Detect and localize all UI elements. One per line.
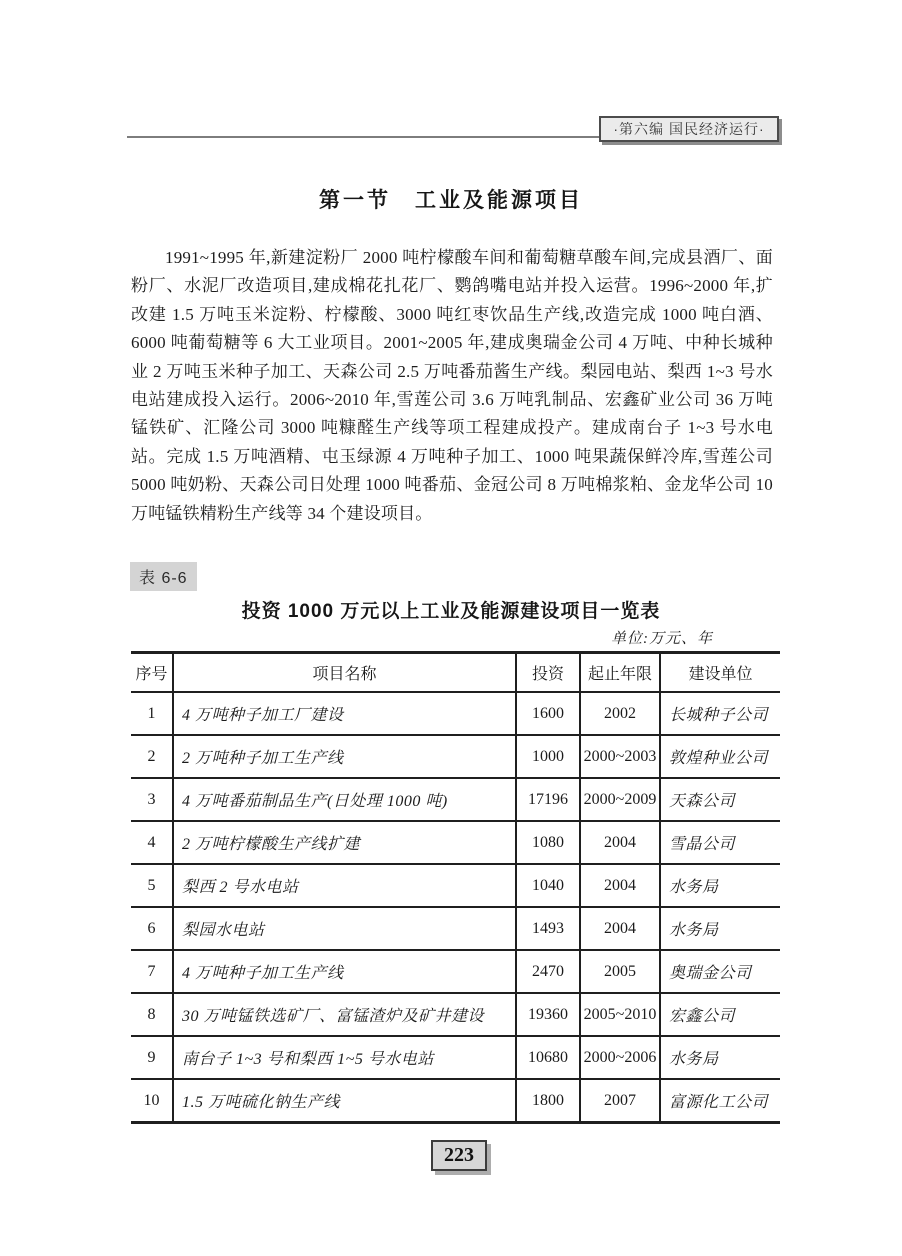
cell-investment: 1493	[516, 907, 580, 950]
page-number: 223	[431, 1140, 487, 1171]
cell-seq: 7	[131, 950, 173, 993]
header-rule	[127, 136, 600, 138]
table-title: 投资 1000 万元以上工业及能源建设项目一览表	[241, 601, 661, 622]
cell-builder: 长城种子公司	[660, 692, 780, 735]
table-row	[131, 735, 780, 778]
cell-seq: 3	[131, 778, 173, 821]
cell-builder: 富源化工公司	[660, 1079, 780, 1123]
projects-table	[131, 651, 780, 1124]
edition-header-label: ·第六编 国民经济运行·	[613, 121, 765, 137]
section-paragraph: 1991~1995 年,新建淀粉厂 2000 吨柠檬酸车间和葡萄糖草酸车间,完成县酒厂、面粉厂、水泥厂改造项目,建成棉花扎花厂、鹦鸽嘴电站并投入运营。1996~2000 年,扩改建 1.5 万吨玉米淀粉、柠檬酸、3000 吨红枣饮品生产线,改造完成 1000 吨白酒、6000 吨葡萄糖等 6 大工业项目。2001~2005 年,建成奥瑞金公司 4 万吨、中种长城种业 2 万吨玉米种子加工、天森公司 2.5 万吨番茄酱生产线。梨园电站、梨西 1~3 号水电站建成投入运行。2006~2010 年,雪莲公司 3.6 万吨乳制品、宏鑫矿业公司 36 万吨锰铁矿、汇隆公司 3000 吨糠醛生产线等项工程建成投产。建成南台子 1~3 号水电站。完成 1.5 万吨酒精、屯玉绿源 4 万吨种子加工、1000 吨果蔬保鲜冷库,雪莲公司 5000 吨奶粉、天森公司日处理 1000 吨番茄、金冠公司 8 万吨棉浆粕、金龙华公司 10 万吨锰铁精粉生产线等 34 个建设项目。	[131, 248, 773, 523]
cell-investment: 2470	[516, 950, 580, 993]
table-row	[131, 1036, 780, 1079]
table-label: 表 6-6	[130, 562, 197, 591]
cell-project: 1.5 万吨硫化钠生产线	[173, 1079, 516, 1123]
cell-seq: 2	[131, 735, 173, 778]
cell-builder: 奥瑞金公司	[660, 950, 780, 993]
cell-years: 2005	[580, 950, 660, 993]
header-project: 项目名称	[173, 653, 516, 693]
cell-project: 梨西 2 号水电站	[173, 864, 516, 907]
cell-project: 30 万吨锰铁选矿厂、富锰渣炉及矿井建设	[173, 993, 516, 1036]
cell-builder: 水务局	[660, 864, 780, 907]
cell-years: 2005~2010	[580, 993, 660, 1036]
section-title: 第一节 工业及能源项目	[319, 189, 583, 212]
cell-seq: 9	[131, 1036, 173, 1079]
cell-builder: 宏鑫公司	[660, 993, 780, 1036]
cell-builder: 天森公司	[660, 778, 780, 821]
cell-investment: 17196	[516, 778, 580, 821]
cell-project: 4 万吨种子加工厂建设	[173, 692, 516, 735]
cell-investment: 1800	[516, 1079, 580, 1123]
table-row	[131, 993, 780, 1036]
cell-years: 2004	[580, 864, 660, 907]
cell-project: 南台子 1~3 号和梨西 1~5 号水电站	[173, 1036, 516, 1079]
cell-seq: 1	[131, 692, 173, 735]
table-row	[131, 950, 780, 993]
header-seq: 序号	[131, 653, 173, 693]
table-header-row	[131, 653, 780, 693]
cell-seq: 4	[131, 821, 173, 864]
cell-project: 2 万吨柠檬酸生产线扩建	[173, 821, 516, 864]
cell-project: 4 万吨番茄制品生产(日处理 1000 吨)	[173, 778, 516, 821]
table-row	[131, 821, 780, 864]
cell-investment: 1000	[516, 735, 580, 778]
cell-investment: 1080	[516, 821, 580, 864]
cell-seq: 8	[131, 993, 173, 1036]
cell-investment: 1040	[516, 864, 580, 907]
table-row	[131, 907, 780, 950]
cell-years: 2000~2003	[580, 735, 660, 778]
cell-seq: 6	[131, 907, 173, 950]
header-builder: 建设单位	[660, 653, 780, 693]
cell-investment: 19360	[516, 993, 580, 1036]
cell-years: 2000~2006	[580, 1036, 660, 1079]
table-row	[131, 778, 780, 821]
table-row	[131, 864, 780, 907]
cell-investment: 10680	[516, 1036, 580, 1079]
cell-builder: 雪晶公司	[660, 821, 780, 864]
cell-builder: 敦煌种业公司	[660, 735, 780, 778]
cell-years: 2007	[580, 1079, 660, 1123]
cell-seq: 5	[131, 864, 173, 907]
cell-builder: 水务局	[660, 907, 780, 950]
cell-project: 梨园水电站	[173, 907, 516, 950]
cell-years: 2004	[580, 821, 660, 864]
table-unit-note: 单位:万元、年	[611, 631, 713, 647]
cell-project: 4 万吨种子加工生产线	[173, 950, 516, 993]
table-row	[131, 1079, 780, 1123]
edition-header-badge	[599, 116, 779, 142]
cell-seq: 10	[131, 1079, 173, 1123]
cell-years: 2000~2009	[580, 778, 660, 821]
table-row	[131, 692, 780, 735]
header-years: 起止年限	[580, 653, 660, 693]
header-investment: 投资	[516, 653, 580, 693]
cell-years: 2004	[580, 907, 660, 950]
cell-builder: 水务局	[660, 1036, 780, 1079]
cell-project: 2 万吨种子加工生产线	[173, 735, 516, 778]
cell-investment: 1600	[516, 692, 580, 735]
cell-years: 2002	[580, 692, 660, 735]
